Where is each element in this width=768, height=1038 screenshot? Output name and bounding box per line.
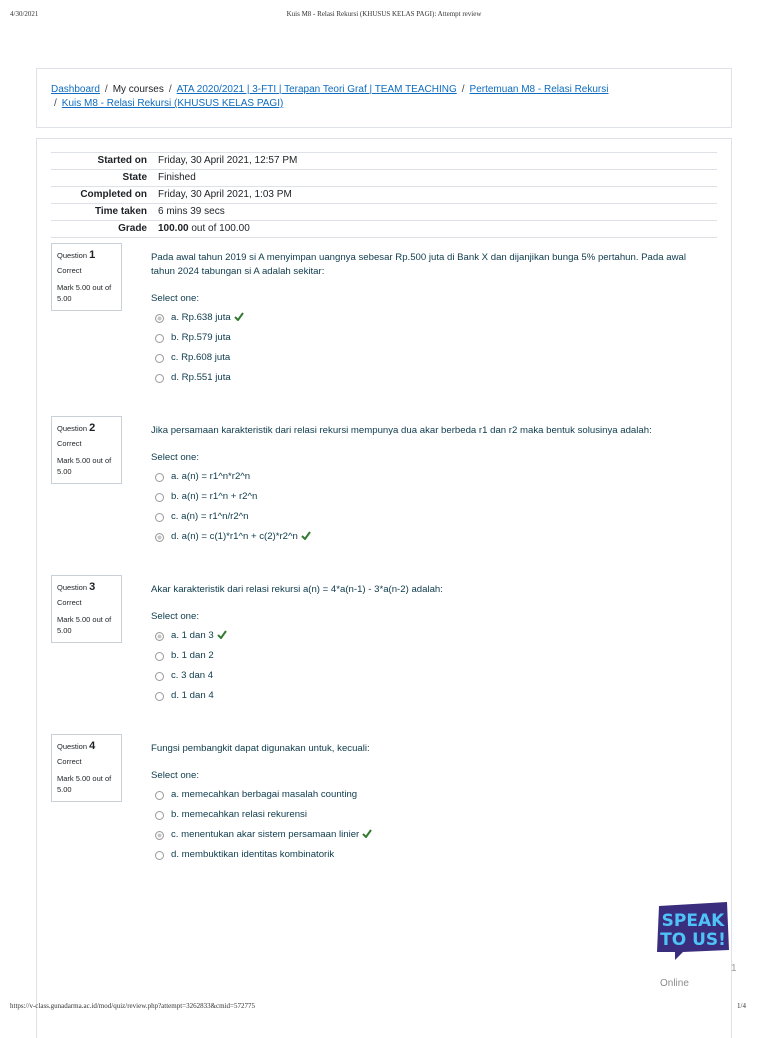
question-word: Question — [57, 424, 88, 433]
question-state: Correct — [57, 598, 82, 607]
radio-selected[interactable] — [155, 314, 164, 323]
answer-option[interactable] — [155, 686, 711, 706]
summary-row-completed — [51, 186, 717, 203]
question-number — [57, 740, 116, 753]
radio[interactable] — [155, 652, 164, 661]
question-state: Correct — [57, 757, 82, 766]
question-content-3 — [151, 583, 711, 706]
select-one-label: Select one: — [151, 611, 200, 622]
question-info-3 — [51, 575, 122, 643]
summary-row-state — [51, 169, 717, 186]
answer-options — [155, 467, 711, 547]
question-text: Pada awal tahun 2019 si A menyimpan uangnya sebesar Rp.500 juta di Bank X dan dijanjikan bunga 5% pertahun. Pada awal tahun 2024 tabungan si A adalah sekitar: — [151, 252, 686, 277]
breadcrumb-my-courses[interactable]: My courses — [112, 84, 164, 95]
answer-option[interactable] — [155, 785, 711, 805]
breadcrumb-topic[interactable]: Pertemuan M8 - Relasi Rekursi — [469, 84, 609, 95]
answer-options — [155, 626, 711, 706]
answer-option[interactable] — [155, 646, 711, 666]
check-icon — [362, 829, 372, 838]
check-icon — [217, 630, 227, 639]
question-number — [57, 581, 116, 594]
answer-option[interactable] — [155, 825, 711, 845]
answer-option[interactable] — [155, 626, 711, 646]
answer-option[interactable] — [155, 845, 711, 865]
time-taken-value: 6 mins 39 secs — [158, 206, 225, 217]
breadcrumb-separator: / — [104, 84, 108, 95]
radio[interactable] — [155, 791, 164, 800]
badge-line-2: TO US! — [660, 930, 726, 950]
option-label: c. 3 dan 4 — [171, 670, 214, 681]
answer-option[interactable] — [155, 527, 711, 547]
select-one-label: Select one: — [151, 452, 200, 463]
question-info-1 — [51, 243, 122, 311]
speak-to-us-badge[interactable] — [653, 900, 733, 962]
select-one-label: Select one: — [151, 293, 200, 304]
breadcrumb-dashboard[interactable]: Dashboard — [51, 84, 100, 95]
radio[interactable] — [155, 692, 164, 701]
radio[interactable] — [155, 493, 164, 502]
option-label: c. menentukan akar sistem persamaan linier — [171, 829, 360, 840]
print-url: https://v-class.gunadarma.ac.id/mod/quiz/review.php?attempt=3262833&cmid=572775 — [10, 1002, 255, 1010]
question-content-2 — [151, 424, 711, 547]
radio[interactable] — [155, 374, 164, 383]
question-number-value: 3 — [89, 581, 96, 593]
answer-option[interactable] — [155, 368, 711, 388]
question-word: Question — [57, 742, 88, 751]
answer-option[interactable] — [155, 507, 711, 527]
answer-option[interactable] — [155, 308, 711, 328]
radio-selected[interactable] — [155, 831, 164, 840]
question-mark: Mark 5.00 out of 5.00 — [57, 615, 112, 635]
answer-option[interactable] — [155, 467, 711, 487]
state-value: Finished — [158, 172, 196, 183]
select-one-label: Select one: — [151, 770, 200, 781]
radio-selected[interactable] — [155, 533, 164, 542]
answer-option[interactable] — [155, 328, 711, 348]
question-number-value: 4 — [89, 740, 96, 752]
check-icon — [301, 531, 311, 540]
radio[interactable] — [155, 334, 164, 343]
question-word: Question — [57, 583, 88, 592]
answer-options — [155, 785, 711, 865]
option-label: a. 1 dan 3 — [171, 630, 214, 641]
answer-option[interactable] — [155, 666, 711, 686]
question-mark: Mark 5.00 out of 5.00 — [57, 456, 112, 476]
summary-row-grade — [51, 220, 717, 238]
attempt-summary-table — [51, 152, 717, 238]
question-content-4 — [151, 742, 711, 865]
breadcrumb — [36, 68, 732, 128]
completed-value: Friday, 30 April 2021, 1:03 PM — [158, 189, 292, 200]
option-label: b. memecahkan relasi rekurensi — [171, 809, 307, 820]
option-label: c. a(n) = r1^n/r2^n — [171, 511, 249, 522]
question-text: Akar karakteristik dari relasi rekursi a(n) = 4*a(n-1) - 3*a(n-2) adalah: — [151, 584, 443, 595]
option-label: a. a(n) = r1^n*r2^n — [171, 471, 251, 482]
grade-label: Grade — [118, 223, 147, 234]
started-label: Started on — [97, 155, 147, 166]
answer-option[interactable] — [155, 348, 711, 368]
print-page-number: 1/4 — [737, 1002, 746, 1010]
radio[interactable] — [155, 513, 164, 522]
radio[interactable] — [155, 672, 164, 681]
answer-option[interactable] — [155, 487, 711, 507]
radio[interactable] — [155, 354, 164, 363]
question-number-value: 1 — [89, 249, 96, 261]
print-title: Kuis M8 - Relasi Rekursi (KHUSUS KELAS PAGI): Attempt review — [286, 10, 482, 18]
answer-option[interactable] — [155, 805, 711, 825]
print-date: 4/30/2021 — [10, 10, 39, 18]
option-label: d. 1 dan 4 — [171, 690, 214, 701]
option-label: b. 1 dan 2 — [171, 650, 214, 661]
question-info-4 — [51, 734, 122, 802]
question-state: Correct — [57, 266, 82, 275]
breadcrumb-course[interactable]: ATA 2020/2021 | 3-FTI | Terapan Teori Graf | TEAM TEACHING — [176, 84, 457, 95]
breadcrumb-separator: / — [461, 84, 465, 95]
page-marker: 1 — [731, 963, 737, 974]
radio-selected[interactable] — [155, 632, 164, 641]
check-icon — [234, 312, 244, 321]
grade-value — [158, 221, 250, 236]
started-value: Friday, 30 April 2021, 12:57 PM — [158, 155, 298, 166]
option-label: b. a(n) = r1^n + r2^n — [171, 491, 258, 502]
quiz-review-region — [36, 138, 732, 1038]
option-label: a. Rp.638 juta — [171, 312, 231, 323]
question-number — [57, 249, 116, 262]
grade-score: 100.00 — [158, 223, 189, 234]
question-state: Correct — [57, 439, 82, 448]
breadcrumb-separator: / — [54, 98, 57, 109]
summary-row-time — [51, 203, 717, 220]
badge-line-1: SPEAK — [661, 911, 725, 931]
option-label: d. Rp.551 juta — [171, 372, 231, 383]
question-word: Question — [57, 251, 88, 260]
option-label: a. memecahkan berbagai masalah counting — [171, 789, 358, 800]
question-number-value: 2 — [89, 422, 96, 434]
question-text: Fungsi pembangkit dapat digunakan untuk, kecuali: — [151, 743, 370, 754]
breadcrumb-separator: / — [168, 84, 172, 95]
option-label: d. membuktikan identitas kombinatorik — [171, 849, 335, 860]
radio[interactable] — [155, 473, 164, 482]
online-status: Online — [660, 978, 689, 989]
question-number — [57, 422, 116, 435]
summary-row-started — [51, 152, 717, 169]
question-mark: Mark 5.00 out of 5.00 — [57, 774, 112, 794]
answer-options — [155, 308, 711, 388]
time-taken-label: Time taken — [94, 206, 147, 217]
breadcrumb-quiz[interactable]: Kuis M8 - Relasi Rekursi (KHUSUS KELAS PAGI) — [61, 98, 284, 109]
grade-out-of: out of 100.00 — [191, 223, 250, 234]
question-text: Jika persamaan karakteristik dari relasi rekursi mempunya dua akar berbeda r1 dan r2 maka bentuk solusinya adalah: — [151, 425, 652, 436]
radio[interactable] — [155, 851, 164, 860]
completed-label: Completed on — [80, 189, 147, 200]
option-label: b. Rp.579 juta — [171, 332, 231, 343]
option-label: c. Rp.608 juta — [171, 352, 231, 363]
option-label: d. a(n) = c(1)*r1^n + c(2)*r2^n — [171, 531, 298, 542]
question-content-1 — [151, 251, 711, 388]
state-label: State — [122, 172, 147, 183]
radio[interactable] — [155, 811, 164, 820]
question-mark: Mark 5.00 out of 5.00 — [57, 283, 112, 303]
question-info-2 — [51, 416, 122, 484]
